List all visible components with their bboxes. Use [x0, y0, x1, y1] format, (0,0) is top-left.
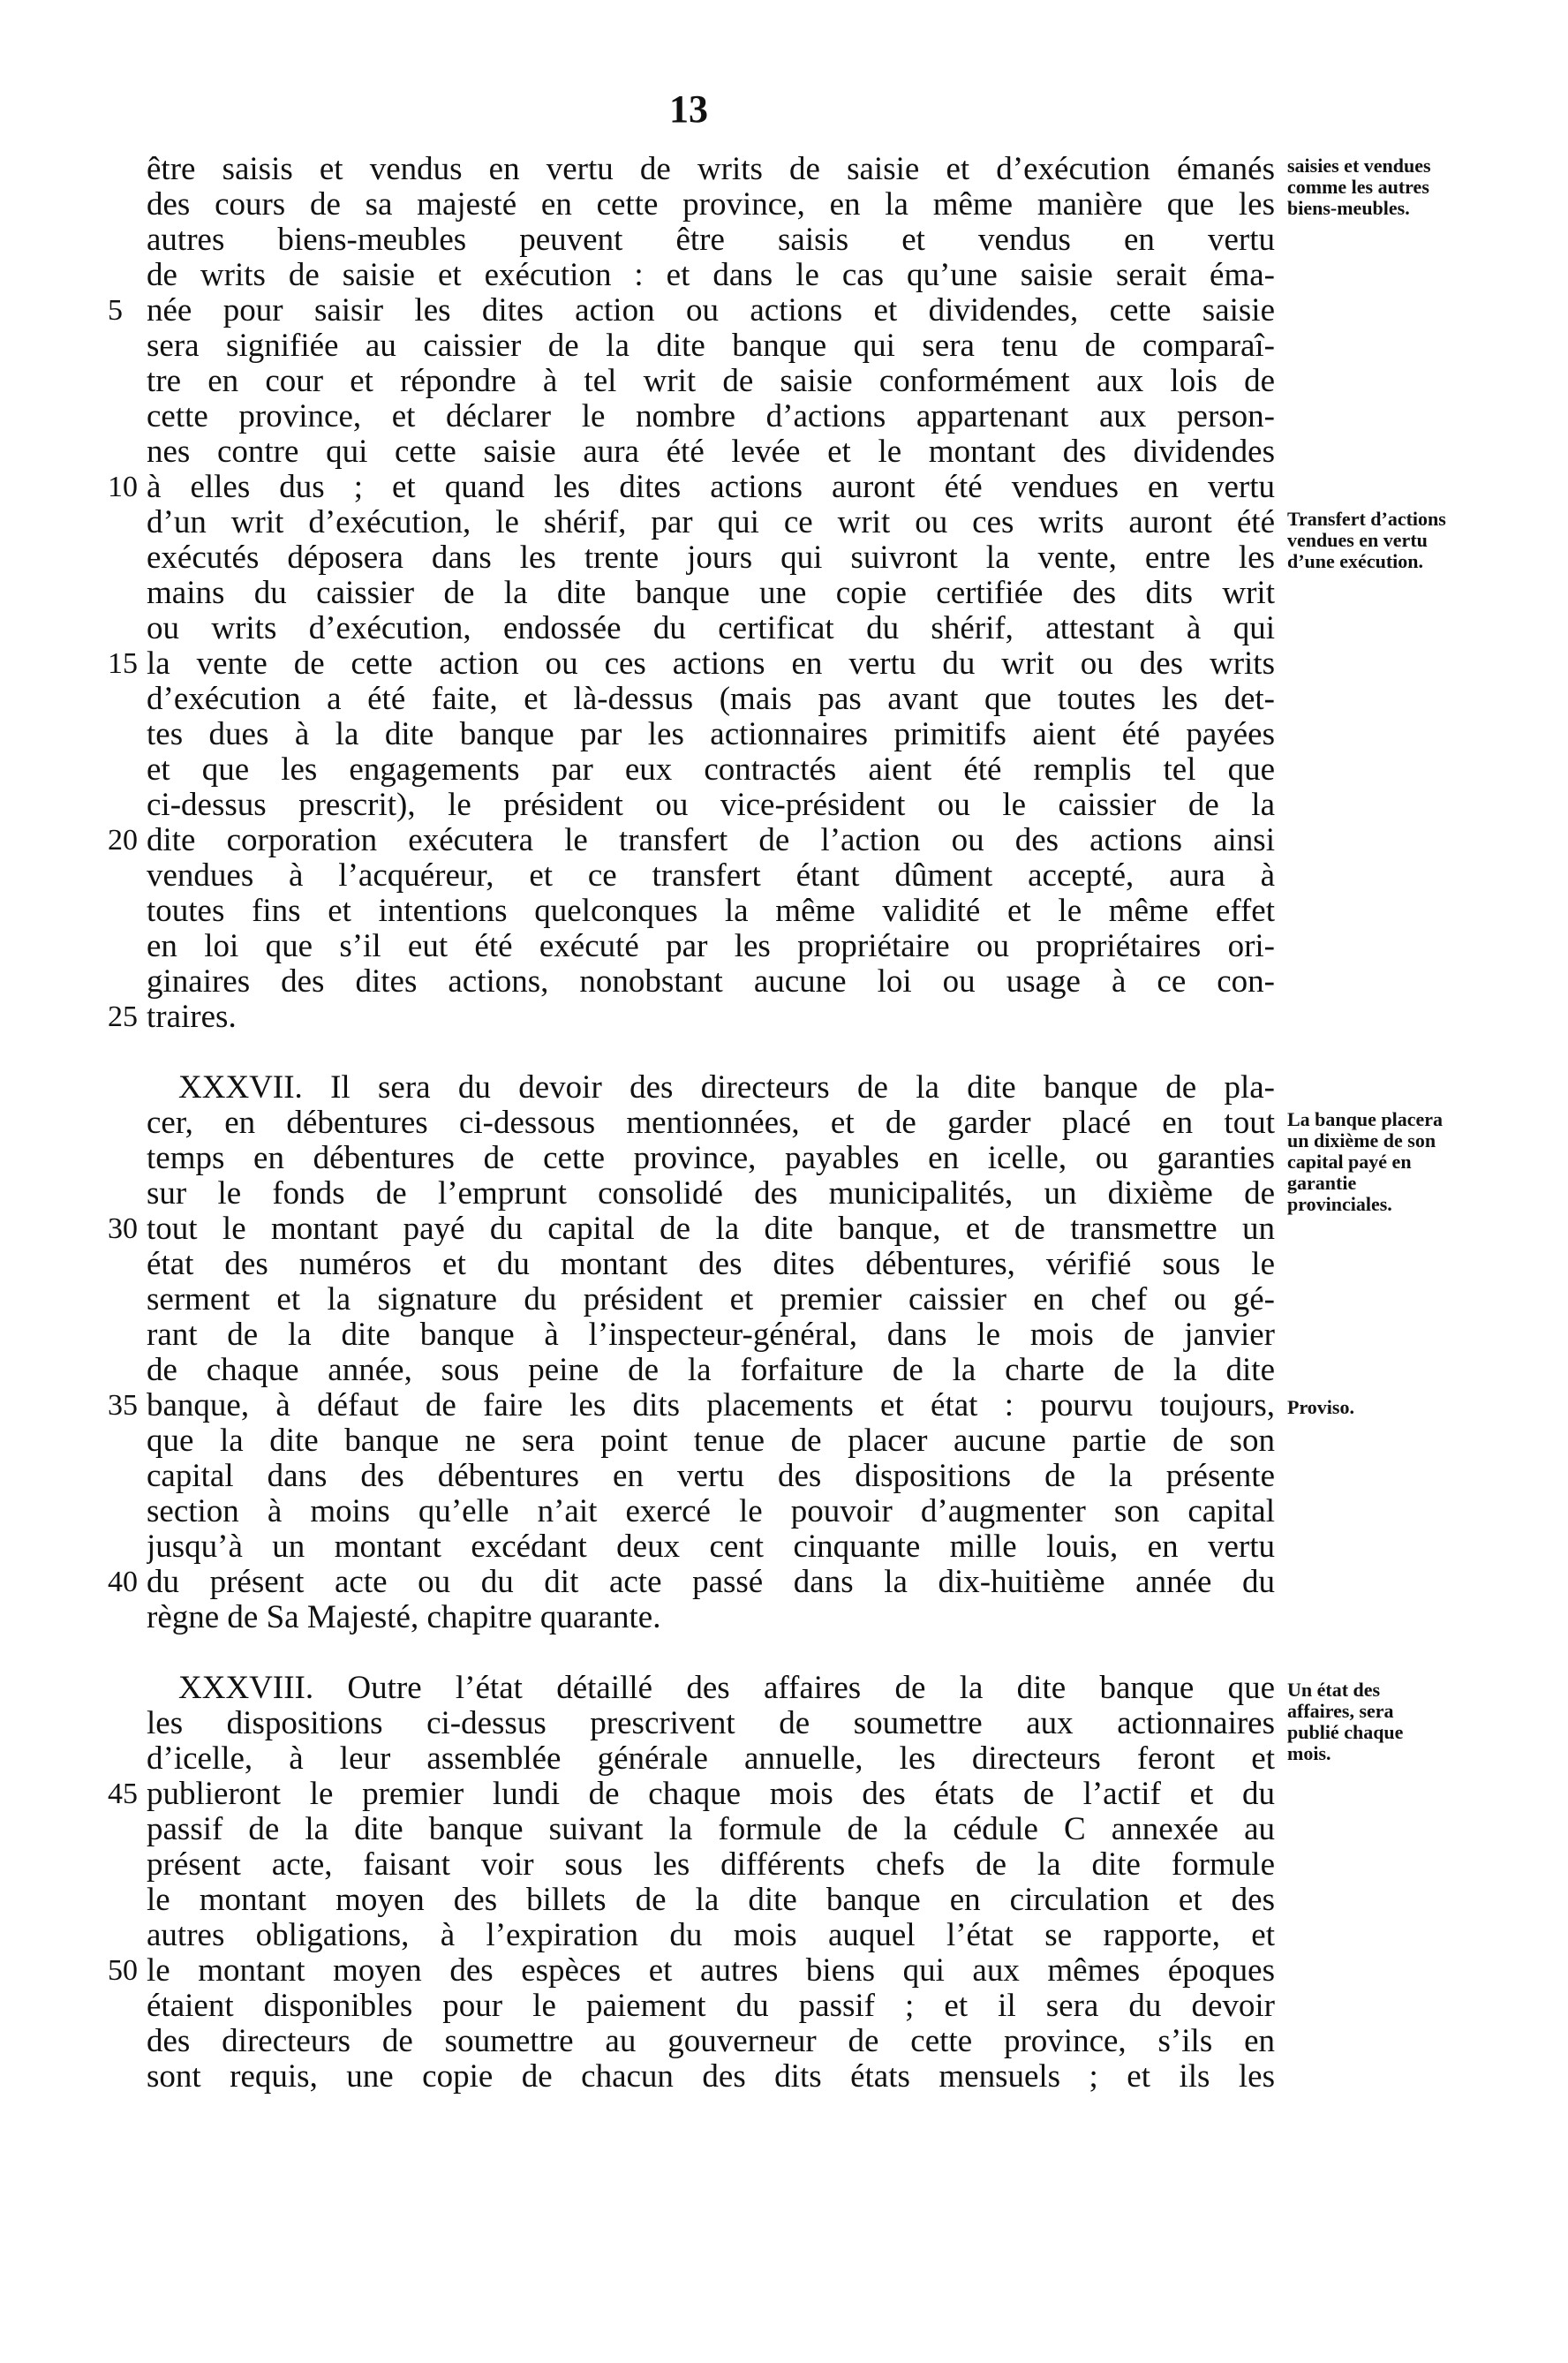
text-line: sur le fonds de l’emprunt consolidé des municipalités, un dixième de	[147, 1176, 1275, 1212]
text-line: passif de la dite banque suivant la formule de la cédule C annexée au	[147, 1812, 1275, 1847]
line-number: 20	[108, 824, 138, 857]
margin-note: saisies et vendues comme les autres biens-meubles.	[1287, 155, 1431, 219]
text-line: cette province, et déclarer le nombre d’actions appartenant aux person-	[147, 399, 1275, 434]
text-line: ou writs d’exécution, endossée du certificat du shérif, attestant à qui	[147, 611, 1275, 646]
text-line: du présent acte ou du dit acte passé dans la dix-huitième année du	[147, 1565, 1275, 1600]
text-line: dite corporation exécutera le transfert de l’action ou des actions ainsi	[147, 823, 1275, 858]
text-line: mains du caissier de la dite banque une copie certifiée des dits writ	[147, 576, 1275, 611]
text-line: publieront le premier lundi de chaque mois des états de l’actif et du	[147, 1777, 1275, 1812]
text-line: capital dans des débentures en vertu des dispositions de la présente	[147, 1459, 1275, 1494]
text-line: présent acte, faisant voir sous les différents chefs de la dite formule	[147, 1847, 1275, 1883]
line-number: 15	[108, 647, 138, 680]
text-line: règne de Sa Majesté, chapitre quarante.	[147, 1600, 661, 1635]
text-line: ginaires des dites actions, nonobstant aucune loi ou usage à ce con-	[147, 964, 1275, 1000]
text-line: traires.	[147, 1000, 237, 1035]
text-line: le montant moyen des espèces et autres biens qui aux mêmes époques	[147, 1953, 1275, 1989]
text-line: née pour saisir les dites action ou actions et dividendes, cette saisie	[147, 293, 1275, 328]
text-line: autres biens-meubles peuvent être saisis et vendus en vertu	[147, 223, 1275, 258]
text-line: nes contre qui cette saisie aura été levée et le montant des dividendes	[147, 434, 1275, 470]
text-line: la vente de cette action ou ces actions en vertu du writ ou des writs	[147, 646, 1275, 682]
margin-note: La banque placera un dixième de son capital payé en garantie provinciales.	[1287, 1108, 1444, 1215]
margin-note: Transfert d’actions vendues en vertu d’une exécution.	[1287, 508, 1446, 572]
line-number: 10	[108, 471, 138, 503]
text-line: étaient disponibles pour le paiement du passif ; et il sera du devoir	[147, 1989, 1275, 2024]
text-line: des directeurs de soumettre au gouverneur de cette province, s’ils en	[147, 2024, 1275, 2059]
text-line: vendues à l’acquéreur, et ce transfert étant dûment accepté, aura à	[147, 858, 1275, 894]
text-line: sont requis, une copie de chacun des dits états mensuels ; et ils les	[147, 2059, 1275, 2095]
section-heading-line: XXXVIII. Outre l’état détaillé des affaires de la dite banque que	[178, 1671, 1275, 1706]
line-number: 30	[108, 1212, 138, 1245]
text-line: temps en débentures de cette province, payables en icelle, ou garanties	[147, 1141, 1275, 1176]
text-line: tout le montant payé du capital de la dite banque, et de transmettre un	[147, 1212, 1275, 1247]
line-number: 45	[108, 1778, 138, 1810]
text-line: autres obligations, à l’expiration du mois auquel l’état se rapporte, et	[147, 1918, 1275, 1953]
page-number: 13	[669, 87, 708, 131]
text-line	[147, 2095, 1275, 2130]
line-number: 5	[108, 294, 123, 327]
text-line: tre en cour et répondre à tel writ de saisie conformément aux lois de	[147, 364, 1275, 399]
text-line: ci-dessus prescrit), le président ou vice-président ou le caissier de la	[147, 788, 1275, 823]
text-line: d’icelle, à leur assemblée générale annuelle, les directeurs feront et	[147, 1741, 1275, 1777]
text-line: état des numéros et du montant des dites débentures, vérifié sous le	[147, 1247, 1275, 1282]
line-number: 40	[108, 1566, 138, 1598]
text-line: le montant moyen des billets de la dite banque en circulation et des	[147, 1883, 1275, 1918]
text-line: toutes fins et intentions quelconques la même validité et le même effet	[147, 894, 1275, 929]
text-line: sera signifiée au caissier de la dite banque qui sera tenu de comparaî-	[147, 328, 1275, 364]
text-line: de writs de saisie et exécution : et dans le cas qu’une saisie serait éma-	[147, 258, 1275, 293]
text-line: jusqu’à un montant excédant deux cent cinquante mille louis, en vertu	[147, 1529, 1275, 1565]
text-line: d’un writ d’exécution, le shérif, par qui ce writ ou ces writs auront été	[147, 505, 1275, 540]
text-line: les dispositions ci-dessus prescrivent de soumettre aux actionnaires	[147, 1706, 1275, 1741]
section-heading-line: XXXVII. Il sera du devoir des directeurs de la dite banque de pla-	[178, 1070, 1275, 1106]
margin-note: Un état des affaires, sera publié chaque mois.	[1287, 1679, 1404, 1764]
text-line: être saisis et vendus en vertu de writs de saisie et d’exécution émanés	[147, 152, 1275, 187]
text-line: que la dite banque ne sera point tenue de placer aucune partie de son	[147, 1423, 1275, 1459]
text-line: section à moins qu’elle n’ait exercé le pouvoir d’augmenter son capital	[147, 1494, 1275, 1529]
text-line: rant de la dite banque à l’inspecteur-général, dans le mois de janvier	[147, 1317, 1275, 1353]
text-line: cer, en débentures ci-dessous mentionnées, et de garder placé en tout	[147, 1106, 1275, 1141]
text-line: exécutés déposera dans les trente jours qui suivront la vente, entre les	[147, 540, 1275, 576]
text-line: à elles dus ; et quand les dites actions auront été vendues en vertu	[147, 470, 1275, 505]
line-number: 25	[108, 1000, 138, 1033]
line-number: 50	[108, 1954, 138, 1987]
margin-note: Proviso.	[1287, 1396, 1354, 1418]
text-line: des cours de sa majesté en cette province, en la même manière que les	[147, 187, 1275, 223]
text-line: serment et la signature du président et premier caissier en chef ou gé-	[147, 1282, 1275, 1317]
text-line: d’exécution a été faite, et là-dessus (mais pas avant que toutes les det-	[147, 682, 1275, 717]
text-line: de chaque année, sous peine de la forfaiture de la charte de la dite	[147, 1353, 1275, 1388]
text-line: en loi que s’il eut été exécuté par les propriétaire ou propriétaires ori-	[147, 929, 1275, 964]
text-line: banque, à défaut de faire les dits placements et état : pourvu toujours,	[147, 1388, 1275, 1423]
text-line: et que les engagements par eux contractés aient été remplis tel que	[147, 752, 1275, 788]
text-line: tes dues à la dite banque par les actionnaires primitifs aient été payées	[147, 717, 1275, 752]
line-number: 35	[108, 1389, 138, 1422]
